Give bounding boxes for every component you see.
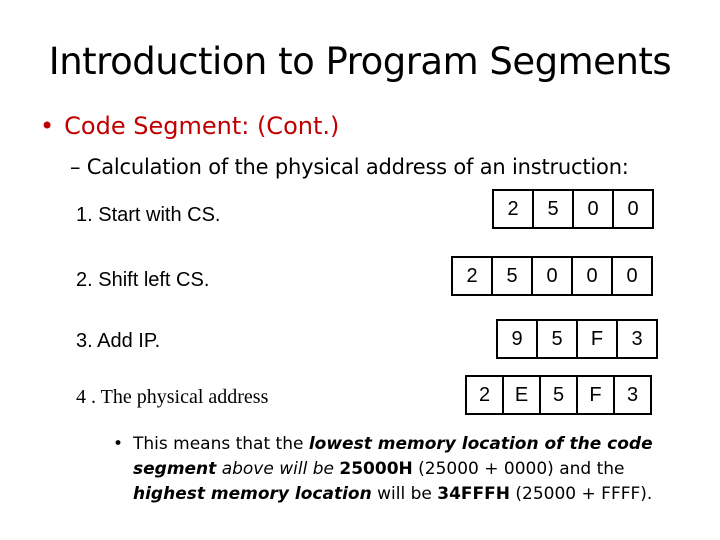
- note-text: (25000 + 0000) and the: [412, 459, 625, 479]
- register-digit: 5: [539, 377, 576, 413]
- sub-bullet: – Calculation of the physical address of an instruction:: [70, 155, 629, 179]
- register-digit: 5: [536, 321, 576, 357]
- step-1-register: [492, 189, 654, 229]
- bullet-marker: •: [40, 112, 55, 140]
- slide-title: Introduction to Program Segments: [48, 40, 672, 83]
- register-digit: 0: [572, 191, 612, 227]
- step-3-register: [496, 319, 658, 359]
- register-digit: 9: [511, 327, 523, 350]
- step-4-register: [465, 375, 652, 415]
- register-digit: 2: [478, 383, 491, 406]
- register-digit: 0: [571, 258, 611, 294]
- explanation-note: [113, 432, 693, 507]
- register-digit: 0: [611, 258, 651, 294]
- register-digit: 0: [612, 191, 652, 227]
- note-emphasis: highest memory location: [133, 484, 372, 504]
- step-3-label: 3. Add IP.: [76, 330, 161, 352]
- register-digit: F: [576, 377, 613, 413]
- note-text: will be: [371, 484, 438, 504]
- step-4-label: 4 . The physical address: [76, 386, 269, 408]
- register-digit: 2: [466, 264, 478, 287]
- main-bullet: [40, 112, 339, 140]
- note-body: [133, 432, 693, 507]
- register-digit: 3: [616, 321, 656, 357]
- step-2-label: 2. Shift left CS.: [76, 269, 210, 291]
- register-digit: 5: [532, 191, 572, 227]
- bullet-text: Code Segment: (Cont.): [64, 112, 340, 140]
- note-emphasis: lowest memory location of the code segment: [133, 434, 653, 479]
- register-digit: 3: [613, 377, 650, 413]
- note-text: above will be: [216, 459, 340, 479]
- step-1-label: 1. Start with CS.: [76, 204, 221, 226]
- register-digit: 0: [531, 258, 571, 294]
- register-digit: E: [502, 377, 539, 413]
- note-address: 34FFFH: [437, 484, 510, 504]
- register-digit: 5: [491, 258, 531, 294]
- register-digit: 2: [507, 197, 519, 220]
- step-2-register: [451, 256, 653, 296]
- note-address: 25000H: [339, 459, 413, 479]
- register-digit: F: [576, 321, 616, 357]
- note-text: This means that the: [133, 434, 309, 454]
- note-bullet-marker: •: [113, 434, 124, 454]
- note-text: (25000 + FFFF).: [510, 484, 653, 504]
